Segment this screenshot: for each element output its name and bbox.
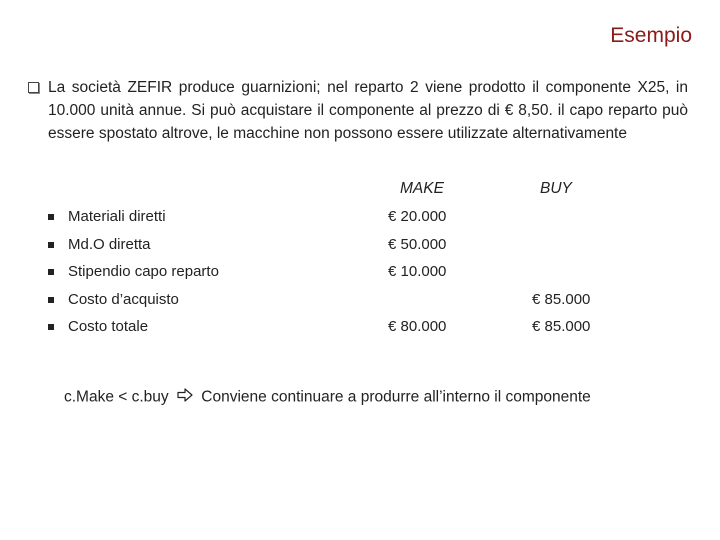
intro-paragraph: La società ZEFIR produce guarnizioni; nel reparto 2 viene prodotto il componente X25, in 10.000 unità annue. Si può acquistare il componente al prezzo di € 8,50. il capo reparto può essere spostato altrove, le macchine non possono essere utilizzate alternativamente [48, 79, 688, 142]
row-label-materiali: Materiali diretti [68, 208, 166, 225]
buy-value-costo-acquisto: € 85.000 [532, 291, 591, 308]
buy-column-header: BUY [540, 180, 572, 197]
conclusion-result: Conviene continuare a produrre all’interno il componente [201, 388, 591, 406]
row-label-stipendio: Stipendio capo reparto [68, 263, 219, 280]
conclusion-comparison: c.Make < c.buy [64, 388, 169, 406]
buy-value-costo-totale: € 85.000 [532, 318, 591, 335]
row-label-mdo: Md.O diretta [68, 236, 151, 253]
square-bullet-icon [48, 214, 54, 220]
square-bullet-icon [48, 324, 54, 330]
square-bullet-icon [48, 242, 54, 248]
checkbox-bullet-icon [28, 82, 39, 93]
row-label-costo-totale: Costo totale [68, 318, 149, 335]
page-title: Esempio [610, 24, 692, 47]
row-label-costo-acquisto: Costo d’acquisto [68, 291, 179, 308]
make-value-stipendio: € 10.000 [388, 263, 447, 280]
make-value-materiali: € 20.000 [388, 208, 447, 225]
conclusion-line [64, 388, 591, 407]
make-column-header: MAKE [400, 180, 444, 197]
arrow-right-icon [177, 388, 193, 407]
make-value-costo-totale: € 80.000 [388, 318, 447, 335]
square-bullet-icon [48, 297, 54, 303]
square-bullet-icon [48, 269, 54, 275]
make-value-mdo: € 50.000 [388, 236, 447, 253]
